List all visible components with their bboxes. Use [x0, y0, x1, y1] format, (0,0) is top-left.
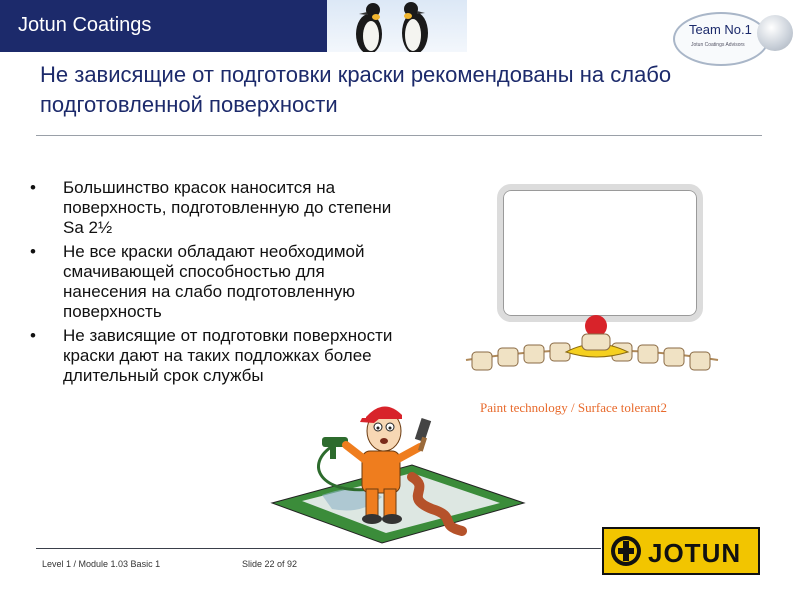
bullet-dot-icon: •	[30, 178, 36, 197]
jotun-emblem-icon	[610, 535, 642, 567]
footer-level-text: Level 1 / Module 1.03 Basic 1	[42, 559, 161, 569]
title-divider	[36, 135, 762, 136]
cinema-screen-illustration	[497, 184, 703, 322]
bullet-item	[30, 242, 400, 322]
bullet-text: Не все краски обладают необходимой смачивающей способностью для нанесения на слабо подготовленную поверхность	[63, 242, 365, 321]
bullet-dot-icon: •	[30, 326, 36, 345]
footer-slide-number: Slide 22 of 92	[242, 559, 298, 569]
cinema-seats-illustration	[462, 312, 722, 384]
bullet-text: Не зависящие от подготовки поверхности краски дают на таких подложках более длительный срок службы	[63, 326, 393, 385]
bullet-item	[30, 178, 400, 238]
team-no1-logo	[673, 12, 769, 66]
helmet-icon	[757, 15, 793, 51]
footer-divider	[36, 548, 601, 549]
team-logo-subtitle: Jotun Coatings Advisors	[691, 42, 745, 48]
worker-cartoon-illustration	[262, 385, 532, 545]
header-bar	[0, 0, 327, 52]
jotun-brand-text: JOTUN	[648, 538, 742, 568]
penguins-image	[327, 0, 467, 52]
jotun-logo	[602, 527, 760, 575]
header-title: Jotun Coatings	[18, 14, 152, 36]
image-caption: Paint technology / Surface tolerant2	[480, 400, 668, 415]
slide-title: Не зависящие от подготовки краски рекомендованы на слабо подготовленной поверхности	[40, 62, 672, 117]
bullet-text: Большинство красок наносится на поверхность, подготовленную до степени Sa 2½	[63, 178, 392, 237]
bullet-list	[30, 178, 400, 390]
team-logo-title: Team No.1	[689, 22, 752, 37]
bullet-item	[30, 326, 400, 386]
bullet-dot-icon: •	[30, 242, 36, 261]
